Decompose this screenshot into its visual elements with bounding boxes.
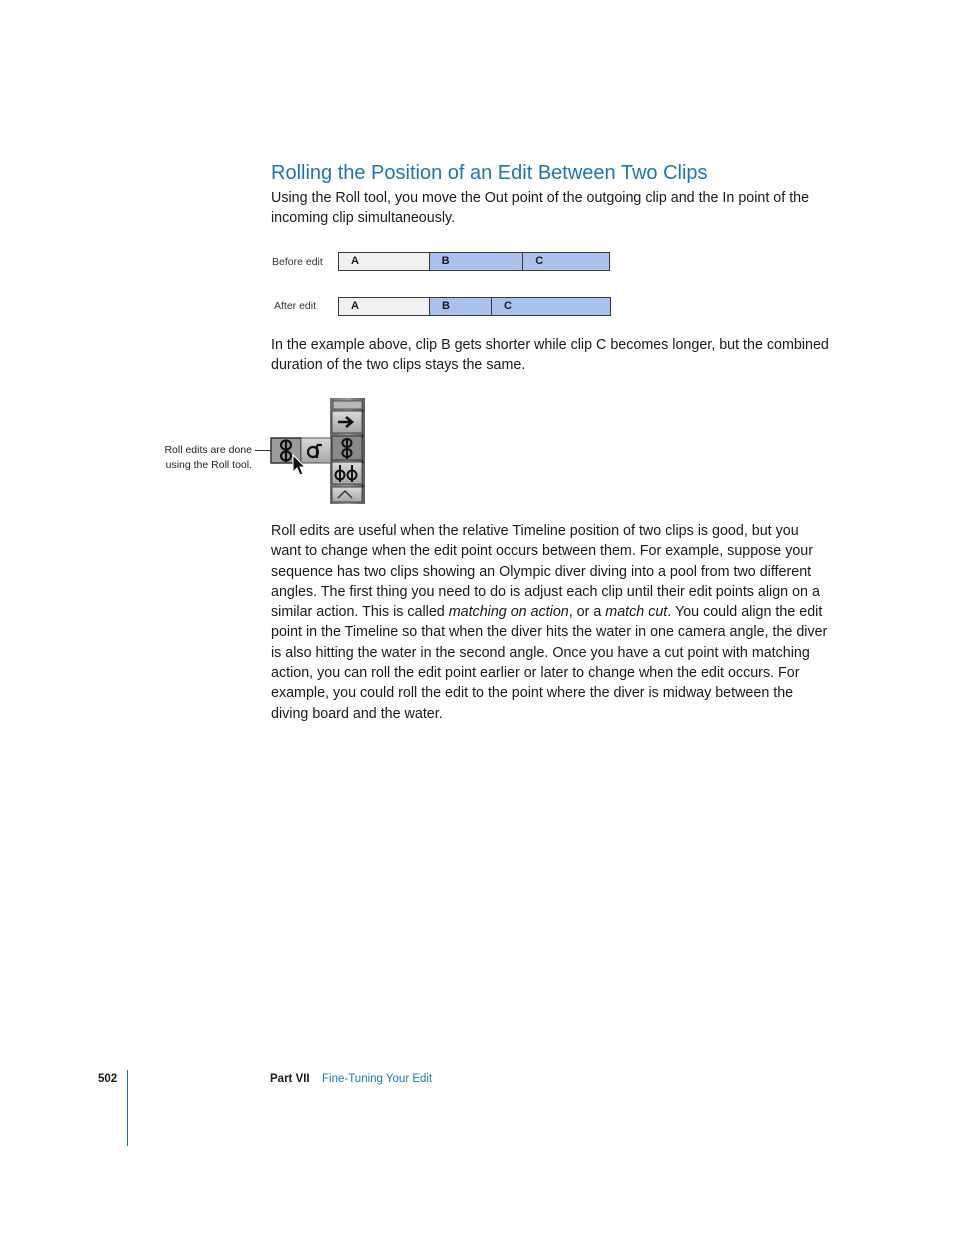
explanation-paragraph: In the example above, clip B gets shorter while clip C becomes longer, but the combined duration of the two clips stays the same. [271,337,829,374]
before-clip-c: C [522,253,609,270]
intro-paragraph: Using the Roll tool, you move the Out point of the outgoing clip and the In point of the incoming clip simultaneously. [271,190,810,227]
before-edit-strip [338,252,610,271]
footer-chapter-link[interactable]: Fine-Tuning Your Edit [322,1073,433,1085]
footer-rule [127,1070,128,1146]
body-text-3: . You could align the edit point in the Timeline so that when the diver hits the water in one camera angle, the diver is also hitting the water in the second angle. Once you have a cut point with matching action, you can roll the edit point earlier or later to change when the edit occurs. For example, you could roll the edit to the point where the diver is midway between the diving board and the water. [271,604,828,722]
after-clip-b: B [429,298,491,315]
body-text-2: , or a [568,604,606,621]
page-number: 502 [98,1073,118,1085]
callout-line-2: using the Roll tool. [165,459,252,471]
ripple-tool-button[interactable] [301,438,331,463]
after-clip-c: C [491,298,610,315]
after-edit-label: After edit [274,300,317,312]
after-clip-a: A [339,298,429,315]
section-heading: Rolling the Position of an Edit Between Two Clips [271,162,708,184]
before-clip-b: B [429,253,523,270]
body-paragraph [271,521,831,724]
callout-line-1: Roll edits are done [164,444,252,456]
after-edit-strip [338,297,611,316]
footer-part: Part VII [270,1073,310,1085]
body-text-1: Roll edits are useful when the relative Timeline position of two clips is good, but you want to change when the edit point occurs between them. For example, suppose your sequence has two clips showing an Olympic diver diving into a pool from two different angles. The first thing you need to do is adjust each clip until their edit points align on a similar action. This is called [271,523,820,621]
term-match-cut: match cut [605,604,668,621]
before-edit-label: Before edit [272,256,323,268]
arrow-tool-button[interactable] [332,411,362,433]
tool-palette [270,398,368,504]
roll-tool-button-column[interactable] [332,436,362,460]
slip-tool-button[interactable] [332,462,362,484]
before-clip-a: A [339,253,429,270]
term-matching-on-action: matching on action [448,604,569,621]
roll-tool-callout [148,443,252,473]
